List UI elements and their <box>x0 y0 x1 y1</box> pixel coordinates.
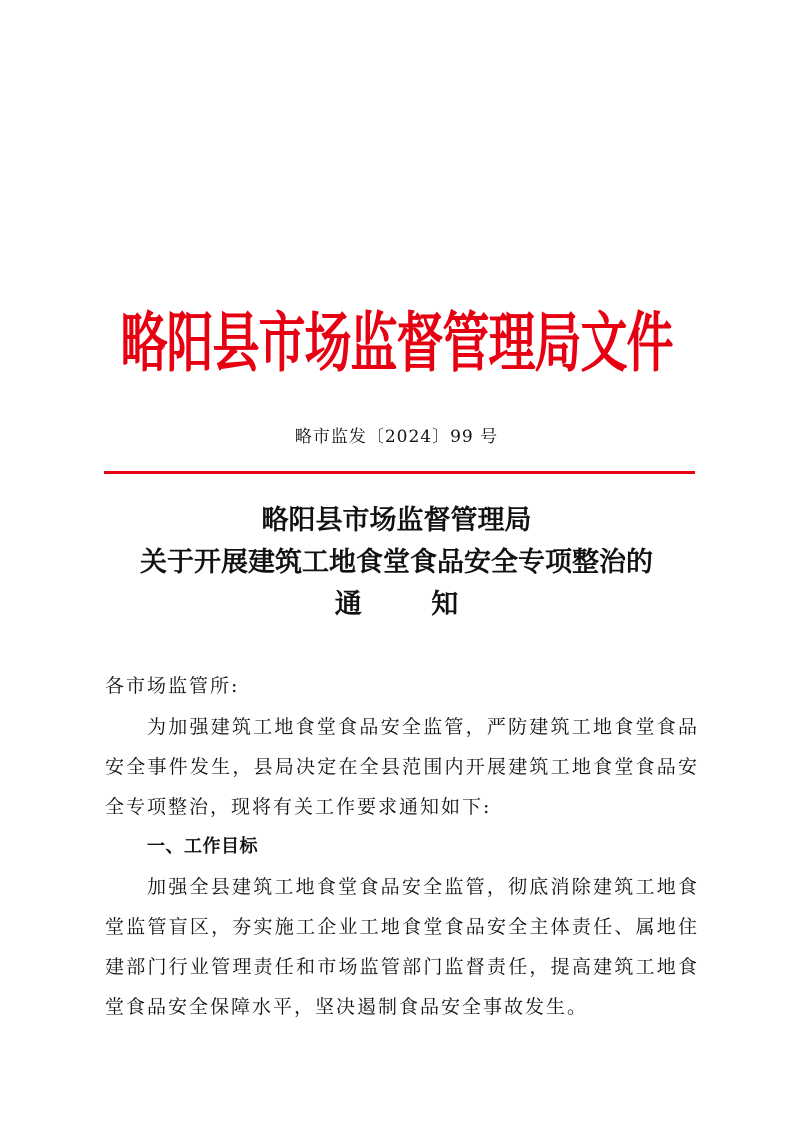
document-title <box>0 500 793 626</box>
document-body <box>105 666 699 1027</box>
section-heading-work-goal: 一、工作目标 <box>147 836 258 857</box>
title-line-notice: 通 知 <box>334 589 459 620</box>
goal-paragraph: 加强全县建筑工地食堂食品安全监管，彻底消除建筑工地食堂监管盲区，夯实施工企业工地食堂食品安全主体责任、属地住建部门行业管理责任和市场监管部门监督责任，提高建筑工地食堂食品安全保障水平，坚决遏制食品安全事故发生。 <box>105 876 699 1018</box>
red-masthead: 略阳县市场监督管理局文件 <box>120 305 673 382</box>
addressee: 各市场监管所: <box>105 675 240 697</box>
red-separator-line <box>104 471 695 474</box>
document-number: 略市监发〔2024〕99 号 <box>294 427 499 447</box>
title-line-subject: 关于开展建筑工地食堂食品安全专项整治的 <box>140 547 653 578</box>
intro-paragraph: 为加强建筑工地食堂食品安全监管，严防建筑工地食堂食品安全事件发生，县局决定在全县范围内开展建筑工地食堂食品安全专项整治，现将有关工作要求通知如下: <box>105 716 699 818</box>
title-line-issuer: 略阳县市场监督管理局 <box>261 505 532 536</box>
